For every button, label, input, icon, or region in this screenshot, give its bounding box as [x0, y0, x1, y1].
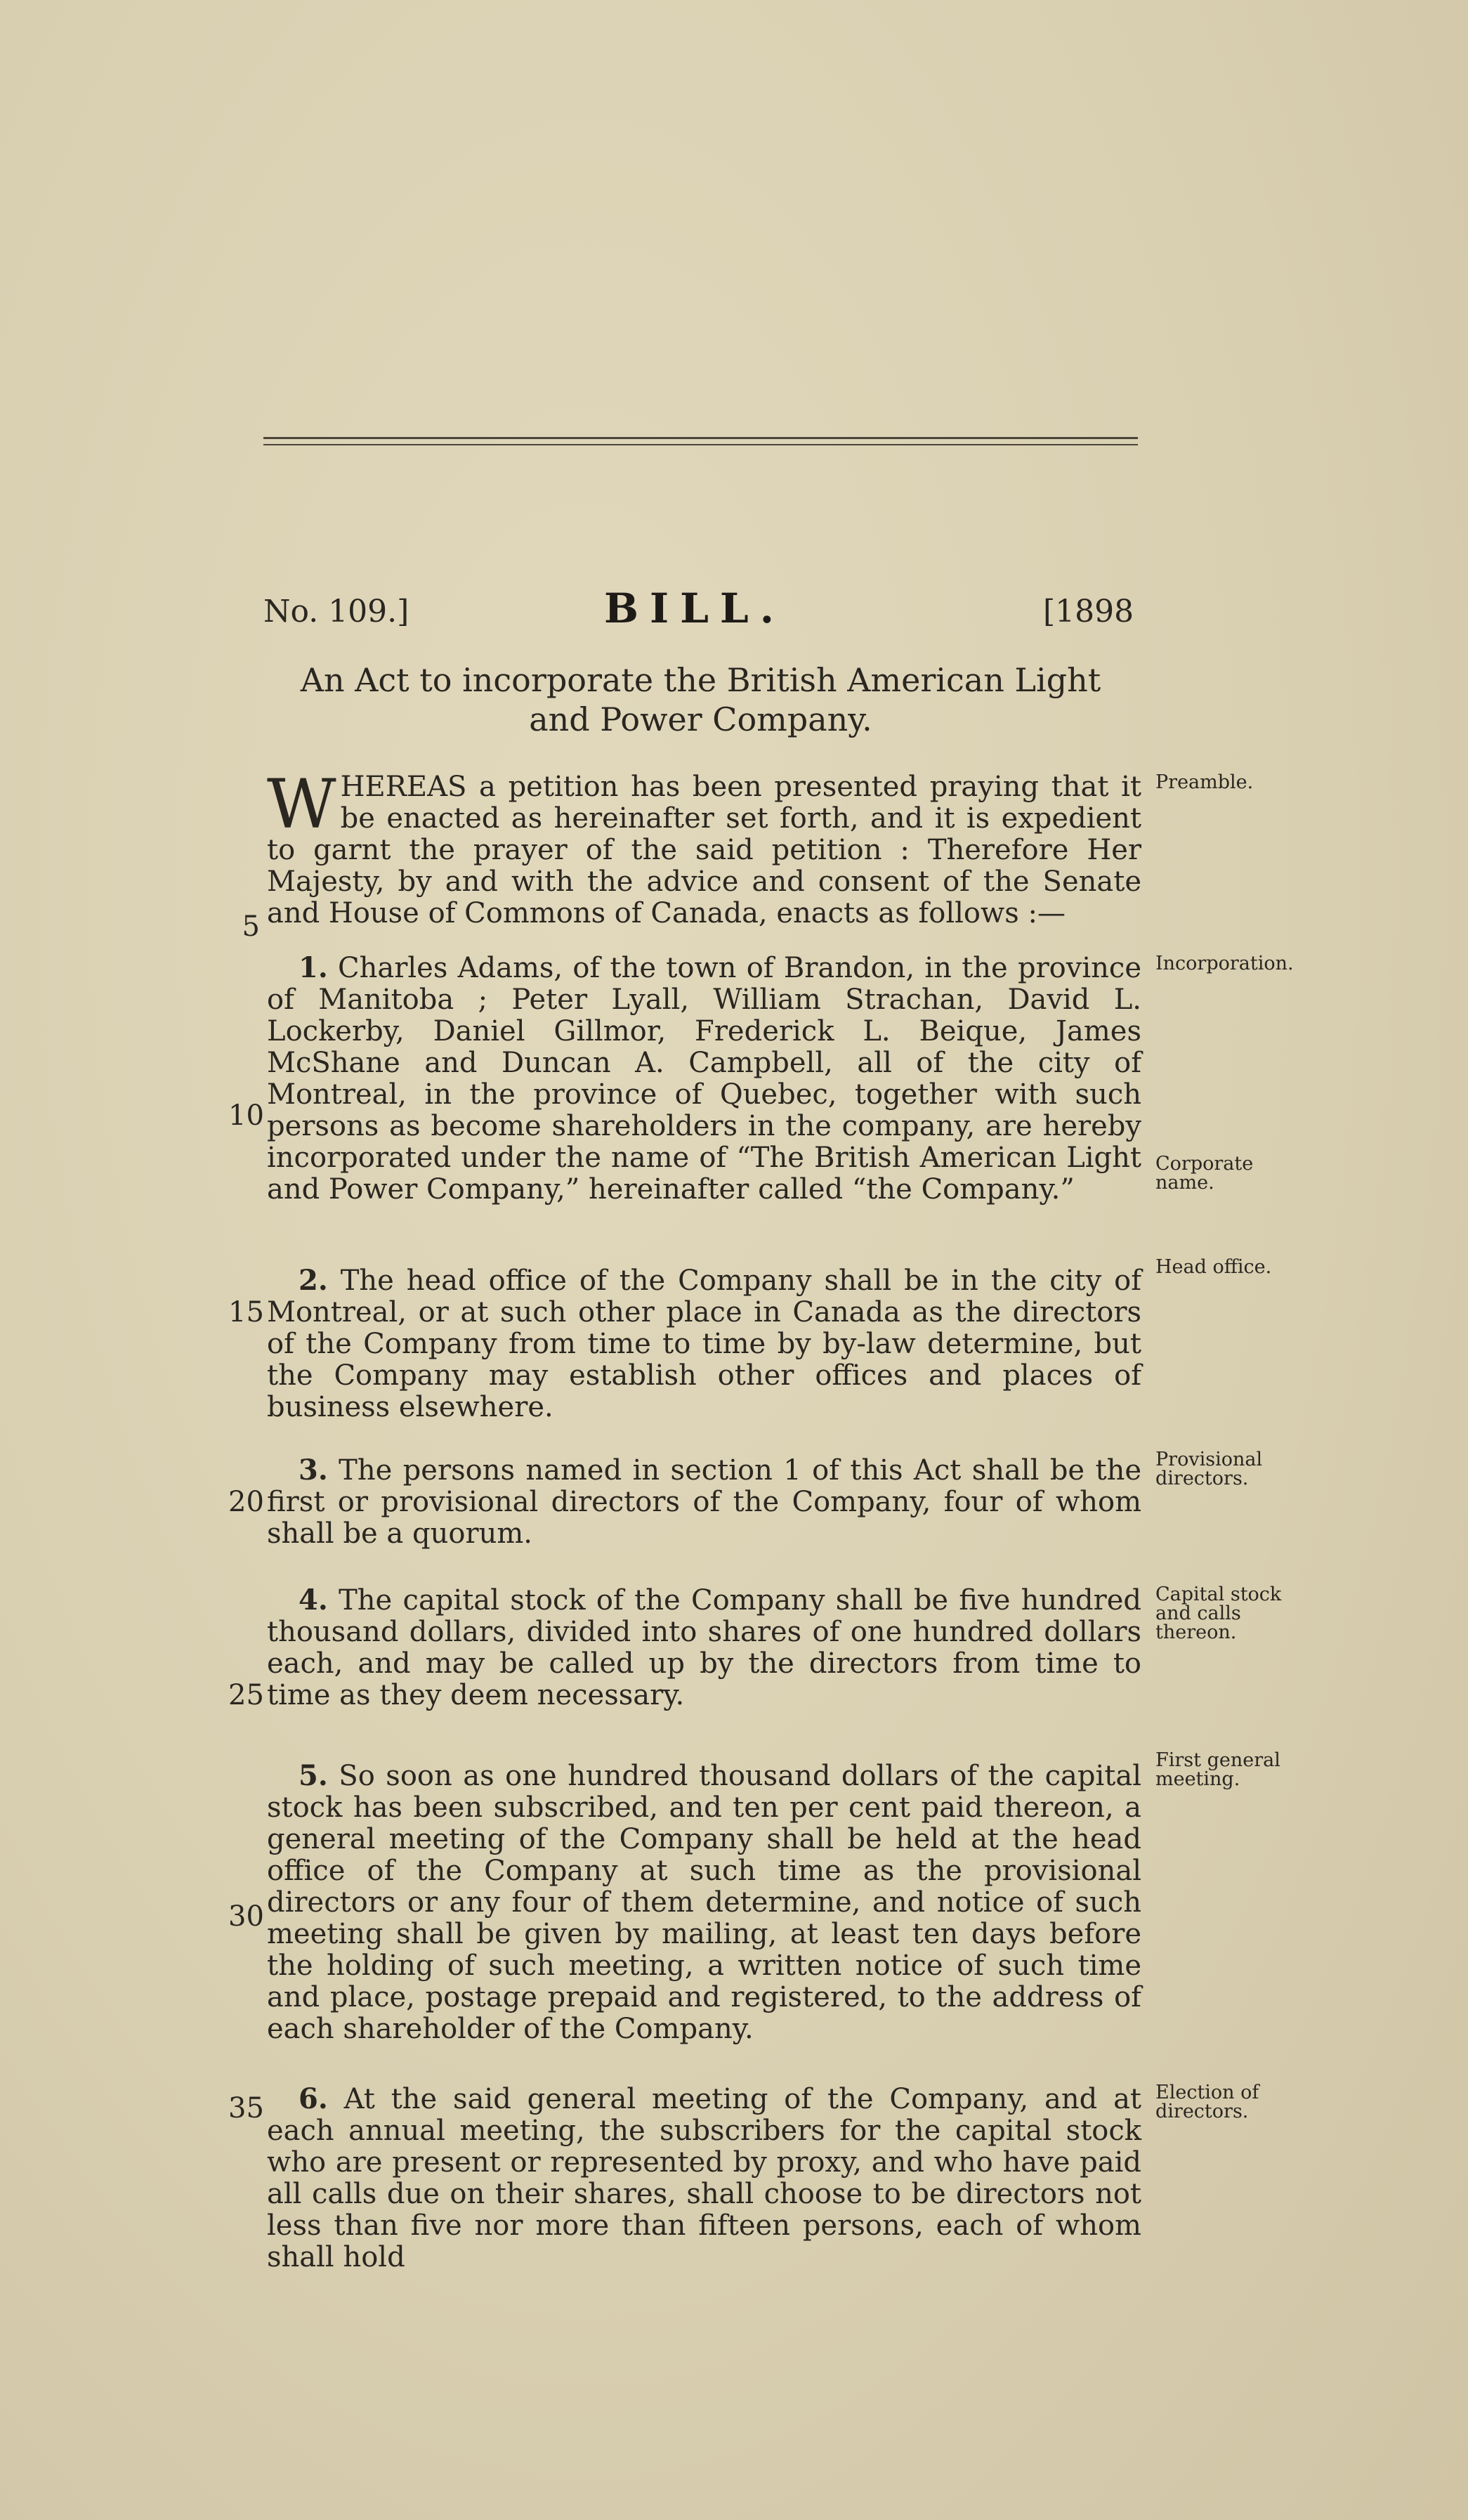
act-title-line1: An Act to incorporate the British American Light [300, 661, 1101, 699]
dropcap: W [267, 765, 336, 844]
margin-note: First general meeting. [1155, 1749, 1280, 1790]
margin-note: Provisional directors. [1155, 1449, 1263, 1489]
section-text: The persons named in section 1 of this Act shall be the first or provisional directors of the Company, four of whom shall be a quorum. [267, 1454, 1141, 1550]
margin-note: Head office. [1155, 1256, 1272, 1278]
top-rule-double [263, 444, 1138, 445]
bill-heading: BILL. [604, 585, 785, 632]
section-number: 3. [299, 1454, 328, 1487]
line-number: 15 [228, 1296, 264, 1328]
section-text: The capital stock of the Company shall be five hundred thousand dollars, divided into shares of one hundred dollars each, and may be called up by the directors from time to time as they deem necessary. [267, 1584, 1142, 1711]
preamble-text: be enacted as hereinafter set forth, and it is expedient to garnt the prayer of the said petition : Therefore Her Majesty, by and with the advice and consent of the Senate and House of Commons of Canada, enacts as follows :— [267, 802, 1141, 929]
bill-number: No. 109.] [263, 594, 409, 629]
section-text: At the said general meeting of the Company, and at each annual meeting, the subscribers for the capital stock who are present or represented by proxy, and who have paid all calls due on their shares, shall choose to be directors not less than five nor more than fifteen persons, each of whom shall hold [267, 2083, 1141, 2273]
margin-note: Election of directors. [1155, 2082, 1259, 2122]
margin-note: Preamble. [1155, 771, 1254, 793]
section-4 [267, 1584, 1141, 1711]
section-1 [267, 952, 1141, 1206]
section-number: 4. [299, 1584, 328, 1617]
line-number: 5 [242, 910, 260, 943]
bill-year: [1898 [1043, 594, 1134, 629]
section-text: So soon as one hundred thousand dollars of the capital stock has been subscribed, and ten per cent paid thereon, a general meeting of the Company shall be held at the head office of the Company at such time as the provisional directors or any four of them determine, and notice of such meeting shall be given by mailing, at least ten days before the holding of such meeting, a written notice of such time and place, postage prepaid and registered, to the address of each shareholder of the Company. [267, 1760, 1142, 2045]
section-number: 2. [299, 1264, 328, 1297]
act-title [263, 660, 1138, 739]
section-number: 1. [299, 951, 328, 984]
preamble [267, 765, 1141, 929]
section-text: Charles Adams, of the town of Brandon, in the province of Manitoba ; Peter Lyall, William Strachan, David L. Lockerby, Daniel Gillmor, Frederick L. Beique, James McShane and Duncan A. Campbell, all of the city of Montreal, in the province of Quebec, together with such persons as become shareholders in the company, are hereby incorporated under the name of “The British American Light and Power Company,” hereinafter called “the Company.” [267, 952, 1141, 1206]
section-number: 5. [299, 1759, 328, 1792]
section-5 [267, 1760, 1141, 2045]
line-number: 10 [228, 1099, 264, 1132]
line-number: 30 [228, 1900, 264, 1933]
line-number: 35 [228, 2092, 264, 2124]
top-rule [263, 437, 1138, 439]
section-number: 6. [299, 2082, 328, 2115]
line-number: 20 [228, 1486, 264, 1518]
section-3 [267, 1454, 1141, 1550]
section-2 [267, 1265, 1141, 1423]
margin-note: Corporate name. [1155, 1153, 1254, 1194]
section-text: The head office of the Company shall be in the city of Montreal, or at such other place in Canada as the directors of the Company from time to time by by-law determine, but the Company may establish other offices and places of business elsewhere. [267, 1265, 1141, 1423]
line-number: 25 [228, 1679, 264, 1711]
preamble-first-line: HEREAS a petition has been presented praying that it [340, 771, 1141, 803]
section-6 [267, 2083, 1141, 2273]
margin-note: Capital stock and calls thereon. [1155, 1584, 1282, 1643]
act-title-line2: and Power Company. [529, 700, 872, 738]
margin-note: Incorporation. [1155, 953, 1294, 974]
